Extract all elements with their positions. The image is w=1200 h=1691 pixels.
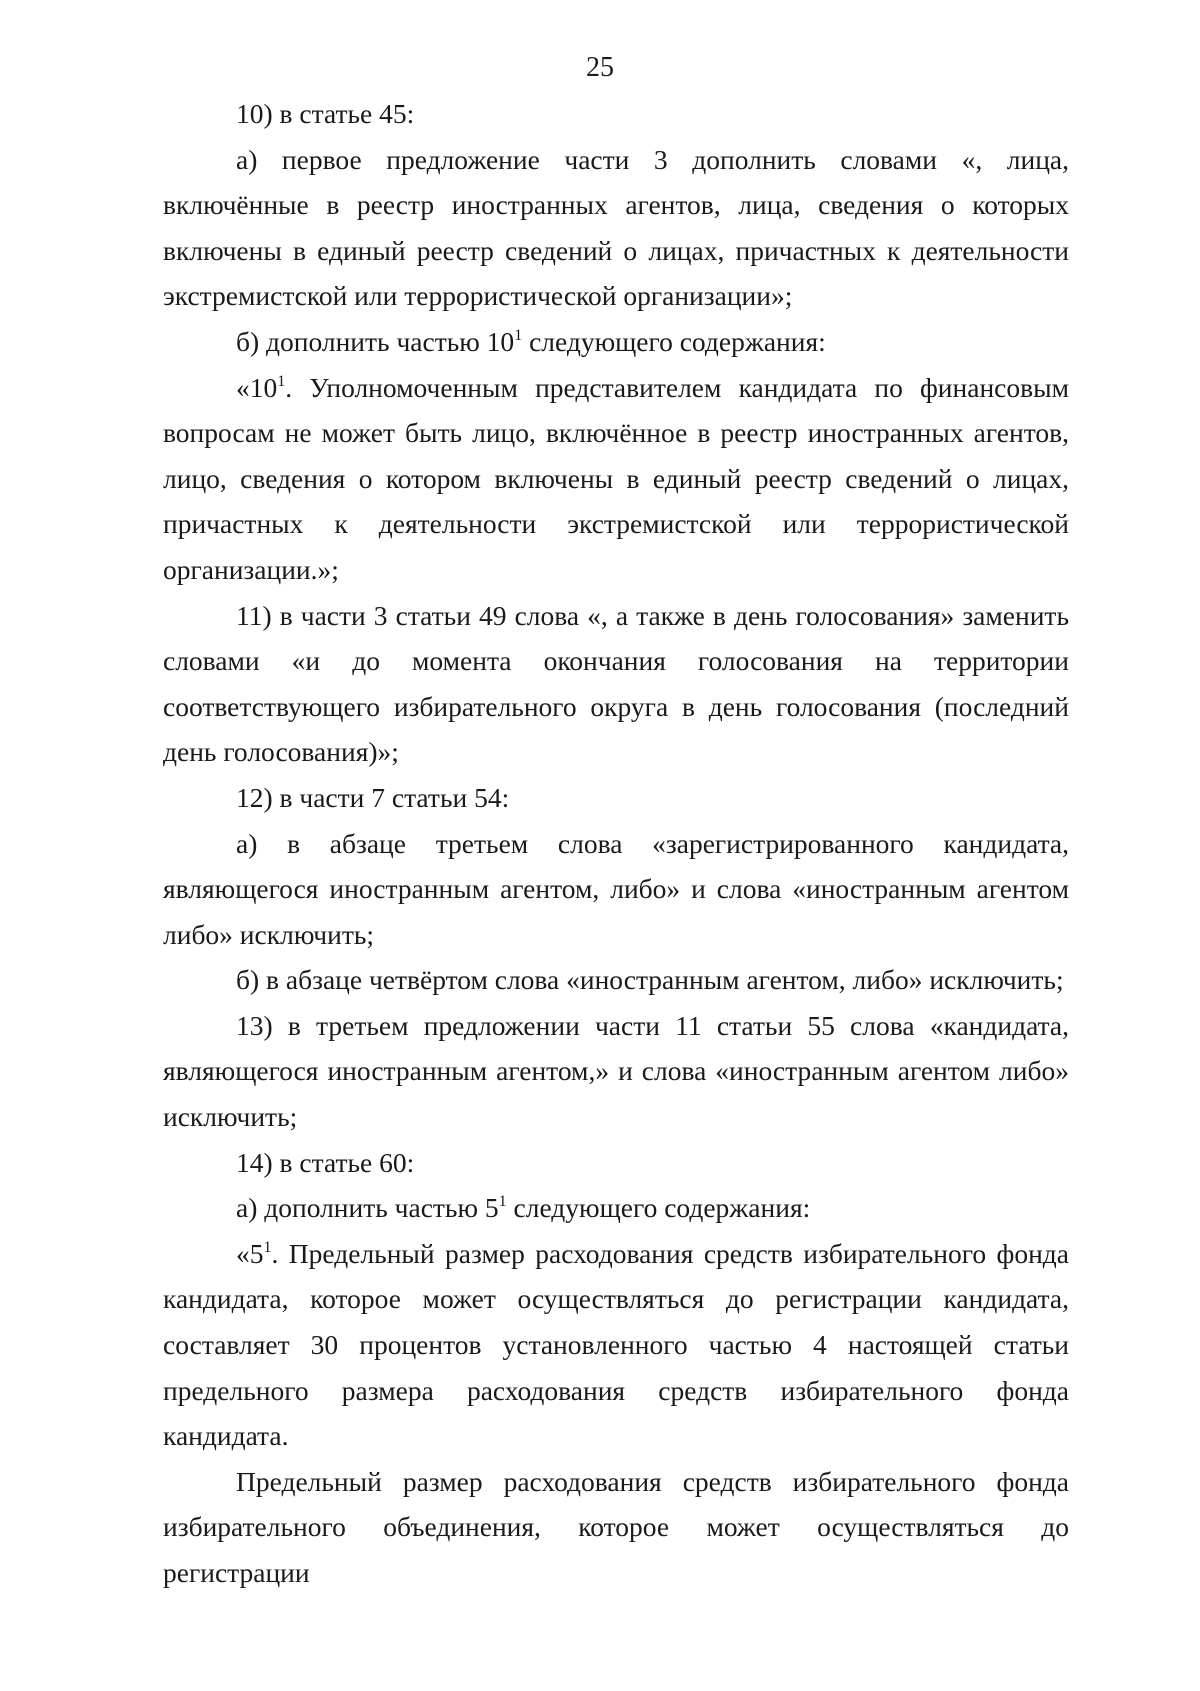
text-run: «10	[236, 371, 278, 403]
paragraph-item-14a	[163, 1185, 1069, 1231]
superscript: 1	[514, 326, 523, 344]
text-run: а) дополнить частью 5	[236, 1192, 499, 1224]
paragraph-item-10a: а) первое предложение части 3 дополнить словами «, лица, включённые в реестр иностранных агентов, лица, сведения о которых включены в единый реестр сведений о лицах, причастных к деятельности экстремистской или террористической организации»;	[163, 143, 1069, 312]
paragraph-item-13: 13) в третьем предложении части 11 статьи 55 слова «кандидата, являющегося иностранным агентом,» и слова «иностранным агентом либо» исключить;	[163, 1009, 1069, 1133]
paragraph-part-5-1	[163, 1231, 1069, 1459]
text-run: . Уполномоченным представителем кандидата по финансовым вопросам не может быть лицо, включённое в реестр иностранных агентов, лицо, сведения о котором включены в единый реестр сведений о лицах, причастных к деятельности экстремистской или террористической организации.»;	[163, 371, 1069, 585]
superscript: 1	[277, 372, 286, 390]
paragraph-item-10b	[163, 319, 1069, 365]
text-run: . Предельный размер расходования средств избирательного фонда кандидата, которое может осуществляться до регистрации кандидата, составляет 30 процентов установленного частью 4 настоящей статьи предельного размера расходования средств избирательного фонда кандидата.	[163, 1237, 1069, 1452]
paragraph-item-10: 10) в статье 45:	[236, 98, 415, 129]
paragraph-item-12: 12) в части 7 статьи 54:	[236, 781, 510, 813]
paragraph-item-11: 11) в части 3 статьи 49 слова «, а также в день голосования» заменить словами «и до момента окончания голосования на территории соответствующего избирательного округа в день голосования (последний день голосования)»;	[163, 599, 1069, 768]
document-body	[163, 91, 1069, 1596]
superscript: 1	[263, 1238, 272, 1256]
page-number: 25	[586, 52, 614, 83]
paragraph-item-12a: а) в абзаце третьем слова «зарегистрированного кандидата, являющегося иностранным агентом, либо» и слова «иностранным агентом либо» исключить;	[163, 827, 1069, 950]
superscript: 1	[498, 1193, 507, 1211]
paragraph-item-14: 14) в статье 60:	[236, 1146, 415, 1178]
paragraph-part-10-1	[163, 365, 1069, 593]
text-run: следующего содержания:	[506, 1192, 811, 1224]
paragraph-party-limit: Предельный размер расходования средств избирательного фонда избирательного объединения, которое может осуществляться до регистрации	[163, 1465, 1069, 1588]
paragraph-item-12b: б) в абзаце четвёртом слова «иностранным агентом, либо» исключить;	[236, 964, 1064, 996]
text-run: б) дополнить частью 10	[236, 325, 515, 357]
text-run: следующего содержания:	[522, 325, 826, 357]
text-run: «5	[236, 1237, 264, 1269]
